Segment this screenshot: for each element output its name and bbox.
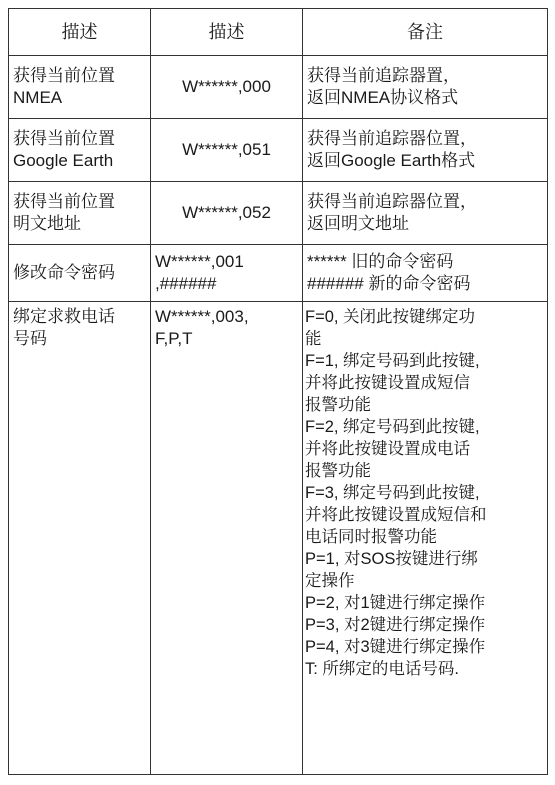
row-note bbox=[303, 245, 548, 302]
note-line: 并将此按键设置成电话 bbox=[305, 440, 470, 458]
note-line: F=0, 关闭此按键绑定功 bbox=[305, 308, 476, 326]
row-cmd bbox=[151, 56, 303, 119]
cmd-line: W******,003, bbox=[155, 307, 249, 326]
table-row bbox=[9, 245, 548, 302]
note-line: P=2, 对1键进行绑定操作 bbox=[305, 594, 486, 612]
note-line: 报警功能 bbox=[305, 462, 371, 480]
header-cmd: 描述 bbox=[151, 9, 303, 56]
note-line: ###### 新的命令密码 bbox=[307, 274, 471, 293]
table-row bbox=[9, 56, 548, 119]
note-line: P=1, 对SOS按键进行绑 bbox=[305, 550, 478, 568]
note-line: 电话同时报警功能 bbox=[305, 528, 437, 546]
note-line: T: 所绑定的电话号码. bbox=[305, 660, 460, 678]
row-cmd bbox=[151, 182, 303, 245]
cmd-line: W******,000 bbox=[182, 77, 271, 96]
note-line: 并将此按键设置成短信 bbox=[305, 374, 470, 392]
note-line: 获得当前追踪器位置， bbox=[307, 129, 477, 148]
row-note bbox=[303, 182, 548, 245]
note-line: 能 bbox=[305, 330, 322, 348]
desc-line: Google Earth bbox=[13, 151, 114, 170]
header-note: 备注 bbox=[303, 9, 548, 56]
header-row bbox=[9, 9, 548, 56]
desc-line: 明文地址 bbox=[13, 214, 81, 233]
desc-line: 获得当前位置 bbox=[13, 129, 115, 148]
table-row bbox=[9, 182, 548, 245]
row-cmd bbox=[151, 245, 303, 302]
desc-line: 获得当前位置 bbox=[13, 66, 115, 85]
note-line: 返回明文地址 bbox=[307, 214, 409, 233]
note-line: 报警功能 bbox=[305, 396, 371, 414]
cmd-line: ,###### bbox=[155, 274, 217, 293]
note-line: F=1, 绑定号码到此按键, bbox=[305, 352, 480, 370]
row-note bbox=[303, 302, 548, 775]
note-line: ****** 旧的命令密码 bbox=[307, 252, 454, 271]
table-row bbox=[9, 302, 548, 775]
note-line: 获得当前追踪器置， bbox=[307, 66, 460, 85]
row-desc bbox=[9, 245, 151, 302]
row-desc bbox=[9, 302, 151, 775]
cmd-line: W******,051 bbox=[182, 140, 271, 159]
note-line: P=4, 对3键进行绑定操作 bbox=[305, 638, 486, 656]
note-line: F=3, 绑定号码到此按键, bbox=[305, 484, 480, 502]
row-note bbox=[303, 119, 548, 182]
desc-line: 号码 bbox=[13, 329, 47, 348]
row-cmd bbox=[151, 119, 303, 182]
desc-line: 修改命令密码 bbox=[13, 263, 115, 282]
row-desc bbox=[9, 182, 151, 245]
desc-line: NMEA bbox=[13, 88, 63, 107]
note-line: 定操作 bbox=[305, 572, 355, 590]
note-line: 获得当前追踪器位置， bbox=[307, 192, 477, 211]
cmd-line: W******,001 bbox=[155, 252, 244, 271]
note-line: F=2, 绑定号码到此按键, bbox=[305, 418, 480, 436]
cmd-line: F,P,T bbox=[155, 329, 193, 348]
table-row bbox=[9, 119, 548, 182]
header-desc: 描述 bbox=[9, 9, 151, 56]
desc-line: 绑定求救电话 bbox=[13, 307, 115, 326]
row-desc bbox=[9, 119, 151, 182]
note-line: 并将此按键设置成短信和 bbox=[305, 506, 487, 524]
cmd-line: W******,052 bbox=[182, 203, 271, 222]
note-line: P=3, 对2键进行绑定操作 bbox=[305, 616, 486, 634]
note-line: 返回NMEA协议格式 bbox=[307, 88, 459, 107]
row-desc bbox=[9, 56, 151, 119]
desc-line: 获得当前位置 bbox=[13, 192, 115, 211]
command-table bbox=[8, 8, 548, 775]
row-cmd bbox=[151, 302, 303, 775]
row-note bbox=[303, 56, 548, 119]
note-line: 返回Google Earth格式 bbox=[307, 151, 476, 170]
